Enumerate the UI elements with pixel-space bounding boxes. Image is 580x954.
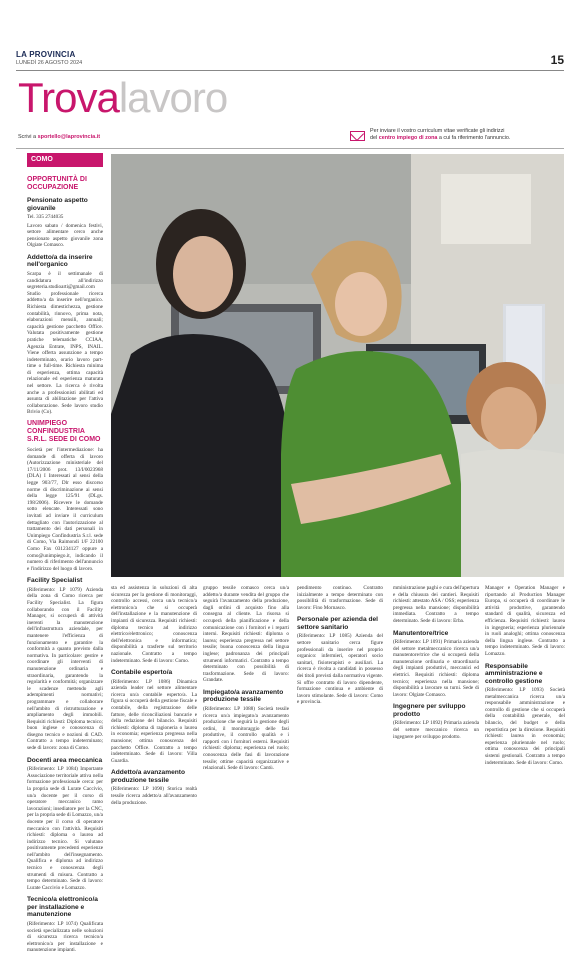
job-title: Personale per azienda del settore sanitario (297, 616, 378, 631)
job-title: Facility Specialist (27, 577, 83, 585)
column-4 (297, 585, 383, 842)
job-text: sta ed assistenza in soluzioni di alta sicurezza per la gestione di monitoraggi, controllo accessi, cerca un/a tecnico/a elettronico/a che si occuperà dell'installazione e la manutenzione di impianti di sicurezza. Requisiti richiesti: diploma tecnico ad indirizzo elettrico/elettronico; conoscenza dell'elettronica e informatica; disponibilità a trasferte sul territorio nazionale. Contratto a tempo indeterminato. Sede di lavoro: Como. (111, 585, 197, 664)
top-rule (16, 70, 564, 71)
column-5 (393, 585, 479, 842)
notice-text-3: a cui fa riferimento l'annuncio. (437, 135, 511, 141)
newspaper-name: LA PROVINCIA (16, 50, 76, 59)
job-text: (Riferimento: LP 1085) Azienda del settore sanitario cerca figure professionali da inserire nel proprio organico: infermieri, operatori socio sanitari, fisioterapisti e ausiliari. La ricerca è rivolta a candidati in possesso dei titoli previsti dalla normativa vigente. Si offre contratto di lavoro dipendente, formazione continua e ambiente di lavoro stimolante. Sede di lavoro: Como e provincia. (297, 633, 383, 706)
job-text: gruppo tessile comasco cerca un/a addetto/a durante vendita del gruppo che seguirà l'avanzamento della produzione, dagli ordini di acquisto fino alla consegna al cliente. La risorsa si occuperà della pianificazione e della comunicazione con i fornitori e i reparti interni. Requisiti richiesti: diploma o laurea; esperienza pregressa nel settore tessile; buona conoscenza della lingua inglese; padronanza dei principali strumenti informatici. Contratto a tempo determinato con possibilità di trasformazione. Sede di lavoro: Grandate. (203, 585, 289, 684)
job-title: Responsabile amministrazione e controllo gestione (485, 662, 543, 685)
job-text: (Riferimento: LP 1079) Azienda della zona di Como ricerca per Facility Specialist. La figura collaborando con il Facility Manager, si occuperà di attività inerenti la manutenzione dell'infrastruttura aziendale, per mantenere l'efficienza di funzionamento e garantire la conformità a quanto previsto dalla normativa. In particolare: gestire e coordinare gli interventi di manutenzione ordinaria e straordinaria, garantendo la regolarità e conformità; organizzare le scadenze mettendo agli adempimenti normativi; programmare e collaborare nell'ambito di ristrutturazione e ampliamento degli immobili. Requisiti richiesti: Diploma tecnico; buon inglese e conoscenza di disegno tecnico e nozioni di CAD. Contratto a tempo indeterminato; sede di lavoro: zona di Como. (27, 586, 103, 752)
page-number: 15 (550, 53, 564, 67)
column-6 (485, 585, 565, 842)
logo-part-trova: Trova (18, 74, 119, 121)
photo-illustration (111, 154, 564, 577)
column-3 (203, 585, 289, 842)
heading-unimpiego: UNIMPIEGO CONFINDUSTRIA S.R.L. SEDE DI COMO (27, 420, 101, 444)
job-text: mministrazione paghi e cura dell'apertura e della chiusura dei cantieri. Requisiti richiesti: attestato ASA / OSS; esperienza pregressa nella mansione; disponibilità immediata. Contratto a tempo determinato. Sede di lavoro: Erba. (393, 585, 480, 624)
job-text: (Riferimento: LP 1090) Storica realtà tessile ricerca addetto/a all'avanzamento della produzione. (111, 786, 197, 806)
column-2 (111, 585, 197, 842)
job-text: (Riferimento: LP 1093) Società metalmeccanica ricerca un/a responsabile amministrazione e controllo di gestione che si occuperà della contabilità generale, del bilancio, del budget e della reportistica per la direzione. Requisiti richiesti: laurea in economia; esperienza pluriennale nel ruolo; ottima conoscenza dei principali sistemi gestionali. Contratto a tempo indeterminato. Sede di lavoro: Como. (485, 687, 565, 766)
job-phone: Tel. 335 2744035 (27, 214, 64, 220)
job-title: Addetto/a avanzamento produzione tessile (111, 769, 186, 784)
job-text: pendimento continuo. Contratto inizialmente a tempo determinato con possibilità di trasformazione. Sede di lavoro: Fino Mornasco. (297, 585, 383, 611)
agency-text: Società per l'intermediazione: ha domande di offerta di lavoro (Autorizzazione ministeriale del 17/11/2006 prot. 13/I/0023968 (DLA) I Interessati al sensi della legge 903/77, Dlr esso discorso norme di discriminazione ai sensi della legge 125/91 (DLgs. 198/2006). Ricevere le domande sotto elencate. Interessati sono invitati ad inviare il curriculum dettagliato con l'autorizzazione al trattamento dei dati personali in Unimpiego Confindustria S.r.l. sede di Como, Via Raimondi 1/F 22100 Como Fax 031234127 oppure a como@unimpiego.it, indicando il numero di riferimento dell'annuncio e l'indirizzo del luogo di lavoro. (27, 447, 103, 572)
job-text: Lavoro sabato / domenica festivi, settore alimentare cerco anche pensionato aspetto giovanile zona Olgiate Comasco. (27, 222, 103, 249)
job-title: Docenti area meccanica (27, 756, 103, 764)
contact-line (18, 134, 100, 140)
heading-opportunities: OPPORTUNITÀ DI OCCUPAZIONE (27, 176, 87, 191)
section-label: COMO (27, 153, 103, 167)
envelope-icon (350, 131, 365, 141)
logo-part-lavoro: lavoro (118, 74, 228, 121)
job-title: Pensionato aspetto giovanile (27, 197, 88, 212)
article-photo (111, 154, 564, 577)
masthead (16, 50, 564, 70)
job-title: Ingegnere per sviluppo prodotto (393, 703, 466, 718)
job-text: (Riferimento: LP 1086) Dinamica azienda leader nel settore alimentare ricerca un/a contabile esperto/a. La figura si occuperà della gestione fiscale e contabile, della registrazione delle fatture, delle riconciliazioni bancarie e della redazione del bilancio. Requisiti richiesti: diploma di ragioneria o laurea in economia; esperienza pregressa nella mansione; ottima conoscenza del pacchetto Office. Contratto a tempo indeterminato. Sede di lavoro: Villa Guardia. (111, 678, 197, 764)
job-title: Manutentore/trice (393, 629, 449, 637)
job-text: Scarpa è il settimanale di candidatura all'indirizzo segreteria.studioarti@gmail.com Studio professionale ricerca addetto/a da inserire nell'organico. Richiesta dimestichezza, gestione contabilità, rinnovo, prima nota, elaborazioni mensili, annuali; capacità gestione pacchetto Office. Valutata positivamente gestione pratiche telematiche CCIAA, Agenzia Entrate, INPS, INAIL. Viene offerta assunzione a tempo indeterminato, orario lavoro part-time o full-time. Richiesta minima di esperienza, ottima capacità relazionale ed esperienza maturata nel settore. La ricerca è rivolta anche a professionisti abilitati ed assunta di abilitazione per l'attiva collaborazione. Sede lavoro studio Brivio (Co). (27, 270, 103, 416)
notice-text-1: Per inviare il vostro curriculum vitae verificate gli indirizzi (370, 128, 505, 134)
issue-date: LUNEDÌ 26 AGOSTO 2024 (16, 60, 83, 66)
job-title: Contabile esperto/a (111, 669, 173, 677)
job-text: (Riferimento: LP 1074) Qualificata società specializzata nelle soluzioni di sicurezza ricerca tecnico/a elettronico/a per installazione e manutenzione impianti. (27, 920, 103, 954)
column-1 (27, 172, 103, 954)
section-logo (18, 74, 227, 122)
notice-bold: centro impiego di zona (378, 135, 438, 141)
job-text: Manager e Operation Manager e riportando al Production Manager Europa, si occuperà di coordinare le attività produttive, garantendo standard di qualità, sicurezza ed efficienza. Requisiti richiesti: laurea in ingegneria; esperienza pluriennale in ruoli analoghi; ottima conoscenza della lingua inglese. Contratto a tempo indeterminato. Sede di lavoro: Lomazzo. (485, 585, 565, 657)
job-text: (Riferimento: LP 1092) Primaria azienda del settore meccanico ricerca un ingegnere per sviluppo prodotto. (393, 720, 479, 740)
contact-prefix: Scrivi a (18, 134, 38, 140)
job-text: (Riferimento: LP 1088) Società tessile ricerca un/a impiegato/a avanzamento produzione che seguirà la gestione degli ordini, il monitoraggio delle fasi produttive, il controllo qualità e i rapporti con i fornitori esterni. Requisiti richiesti: diploma; esperienza nel ruolo; conoscenza delle fasi di lavorazione tessile; ottime capacità organizzative e relazionali. Sede di lavoro: Cantù. (203, 705, 289, 772)
header-rule (16, 148, 564, 149)
contact-email[interactable]: sportello@laprovincia.it (37, 134, 101, 140)
notice-text-2: del (370, 135, 379, 141)
job-title: Impiegato/a avanzamento produzione tessile (203, 688, 284, 704)
job-title: Addetto/a da inserire nell'organico (27, 253, 93, 269)
job-text: (Riferimento: LP 1084) Importante Associazione territoriale attiva nella formazione professionale cerca: per la propria sede di Lurate Caccivio, un/a docente per il corso di operatore meccanico ramo lavorazioni; insediatore per la CNC, per la propria sede di Lomazzo, un/a docente per il corso di operatore meccanico con l'attività. Requisiti richiesti: diploma o laurea ad indirizzo tecnico. Si valutano positivamente precedenti esperienze nell'ambito dell'insegnamento. Qualifica e diploma ad indirizzo tecnico e conoscenza degli strumenti di misura. Contratto a tempo determinato. Sede di lavoro: Lurate Caccivio e Lomazzo. (27, 766, 103, 891)
job-text: (Riferimento: LP 1091) Primaria azienda del settore metalmeccanico ricerca un/a manutentore/trice che si occuperà della manutenzione ordinaria e straordinaria degli impianti produttivi, meccanici ed elettrici. Requisiti richiesti: diploma tecnico; esperienza nella mansione; disponibilità a lavorare su turni. Sede di lavoro: Olgiate Comasco. (393, 639, 479, 698)
cv-notice (348, 128, 564, 150)
job-title: Tecnico/a elettronico/a per installazione e manutenzione (27, 896, 98, 919)
